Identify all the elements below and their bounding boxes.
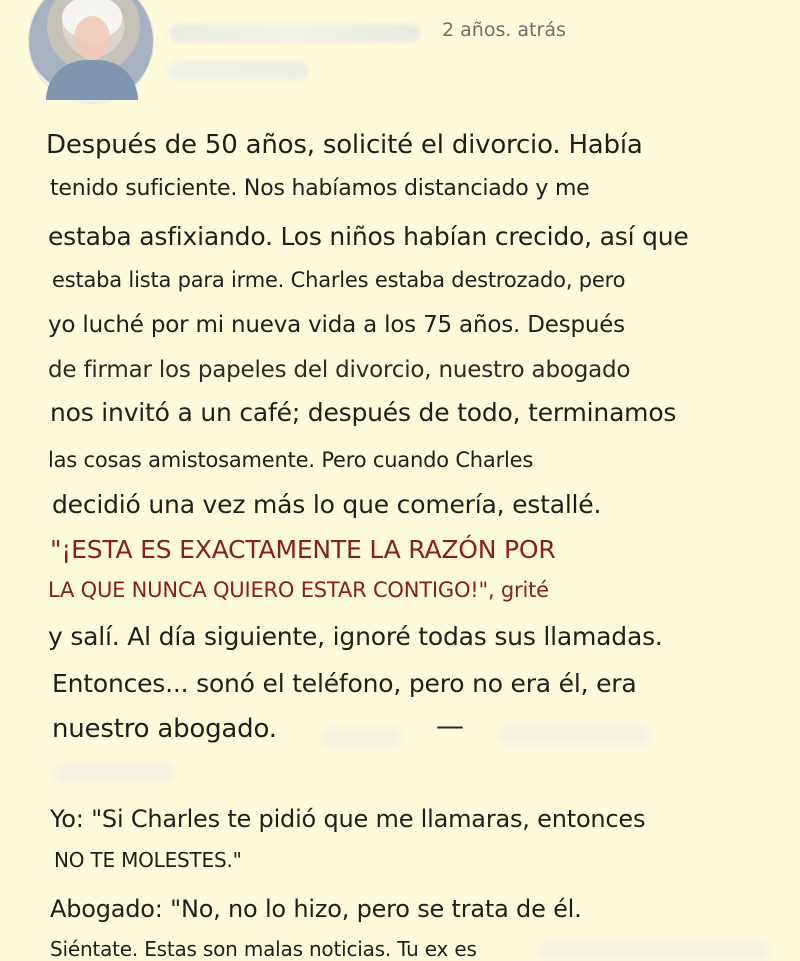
story-line-3: estaba asfixiando. Los niños habían crecido, así que (48, 222, 689, 251)
story-line-10-shout: "¡ESTA ES EXACTAMENTE LA RAZÓN POR (50, 535, 556, 564)
story-line-5: yo luché por mi nueva vida a los 75 años. Después (48, 312, 625, 338)
story-line-9: decidió una vez más lo que comería, estallé. (52, 490, 602, 519)
story-line-7: nos invitó a un café; después de todo, terminamos (50, 398, 677, 427)
blurred-trailing-text (322, 728, 402, 746)
story-line-13: Entonces... sonó el teléfono, pero no era él, era (52, 669, 637, 698)
blurred-trailing-text (500, 726, 650, 744)
story-line-12: y salí. Al día siguiente, ignoré todas sus llamadas. (48, 622, 663, 651)
blurred-trailing-text (54, 764, 174, 782)
comment-timestamp: 2 años. atrás (442, 19, 566, 41)
dialog-line-1: Yo: "Si Charles te pidió que me llamaras, entonces (50, 805, 646, 833)
story-line-2: tenido suficiente. Nos habíamos distanciado y me (50, 176, 590, 201)
story-line-8: las cosas amistosamente. Pero cuando Charles (48, 448, 534, 472)
dialog-line-4: Siéntate. Estas son malas noticias. Tu ex es (50, 937, 477, 961)
dialog-line-3: Abogado: "No, no lo hizo, pero se trata de él. (50, 895, 582, 923)
em-dash-separator: — (436, 709, 464, 742)
story-line-14: nuestro abogado. (52, 714, 277, 744)
story-line-11-shout: LA QUE NUNCA QUIERO ESTAR CONTIGO!", grité (48, 578, 549, 602)
story-line-6: de firmar los papeles del divorcio, nuestro abogado (48, 357, 631, 383)
blurred-trailing-text (540, 942, 770, 960)
story-line-1: Después de 50 años, solicité el divorcio. Había (46, 130, 643, 160)
story-line-4: estaba lista para irme. Charles estaba destrozado, pero (52, 268, 626, 292)
dialog-line-2: NO TE MOLESTES." (54, 848, 242, 872)
